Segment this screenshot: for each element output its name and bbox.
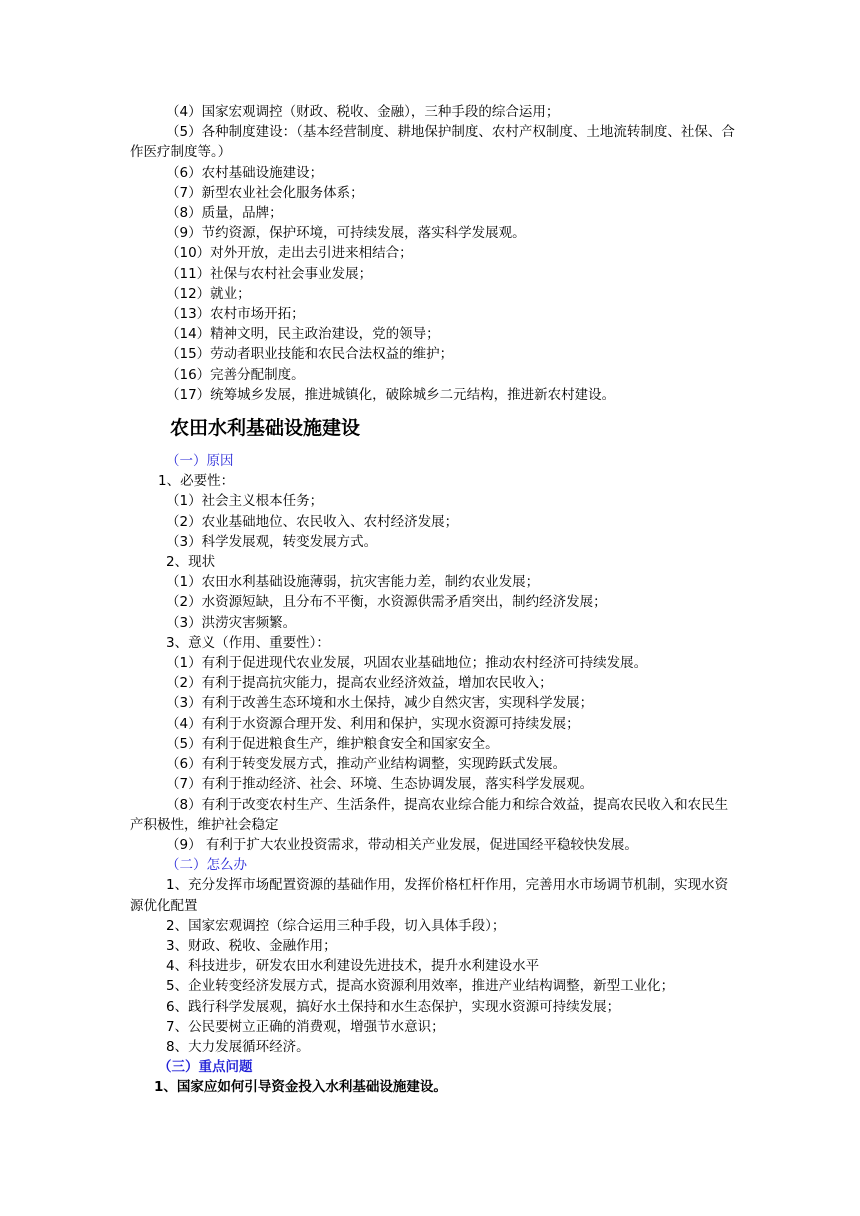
subsection-subtitle: 3、意义（作用、重要性）： <box>166 634 330 651</box>
list-item: （3）洪涝灾害频繁。 <box>166 614 297 631</box>
list-item: （15）劳动者职业技能和农民合法权益的维护； <box>166 346 454 363</box>
document-page <box>130 102 736 1098</box>
list-item: 6、践行科学发展观，搞好水土保持和水生态保护，实现水资源可持续发展； <box>166 998 621 1015</box>
list-item: （8）质量，品牌； <box>166 205 283 222</box>
list-item: （3）有利于改善生态环境和水土保持，减少自然灾害，实现科学发展； <box>166 695 594 712</box>
list-item: （16）完善分配制度。 <box>166 366 305 383</box>
subsection-subtitle: 1、必要性： <box>158 473 235 490</box>
list-item: （1）有利于促进现代农业发展，巩固农业基础地位；推动农村经济可持续发展。 <box>166 655 648 672</box>
solutions-section <box>130 855 736 1057</box>
list-item: 3、财政、税收、金融作用； <box>166 937 337 954</box>
list-item: （2）有利于提高抗灾能力，提高农业经济效益，增加农民收入； <box>166 675 553 692</box>
list-item: （1）农田水利基础设施薄弱，抗灾害能力差，制约农业发展； <box>166 574 540 591</box>
list-item: 5、企业转变经济发展方式，提高水资源利用效率，推进产业结构调整，新型工业化； <box>166 978 675 995</box>
list-item: （5）有利于促进粮食生产，维护粮食安全和国家安全。 <box>166 735 499 752</box>
list-item: （10）对外开放，走出去引进来相结合； <box>166 245 413 262</box>
list-item: （8）有利于改变农村生产、生活条件，提高农业综合能力和综合效益，提高农民收入和农民生产积极性，维护社会稳定 <box>130 796 729 833</box>
subsection-title: （二）怎么办 <box>166 857 247 874</box>
section-heading: 农田水利基础设施建设 <box>170 417 361 440</box>
list-item: 7、公民要树立正确的消费观，增强节水意识； <box>166 1018 445 1035</box>
list-item: （4）国家宏观调控（财政、税收、金融），三种手段的综合运用； <box>166 104 560 120</box>
key-issues-section <box>130 1057 736 1097</box>
list-item: （2）农业基础地位、农民收入、农村经济发展； <box>166 513 459 530</box>
list-item: （2）水资源短缺，且分布不平衡，水资源供需矛盾突出，制约经济发展； <box>166 594 607 611</box>
list-item: （5）各种制度建设：（基本经营制度、耕地保护制度、农村产权制度、土地流转制度、社保、合作医疗制度等。） <box>130 124 735 161</box>
list-item: （4）有利于水资源合理开发、利用和保护，实现水资源可持续发展； <box>166 715 580 732</box>
list-item: （1）社会主义根本任务； <box>166 493 324 510</box>
list-item: 1、充分发挥市场配置资源的基础作用，发挥价格杠杆作用，完善用水市场调节机制，实现水资源优化配置 <box>130 877 729 914</box>
list-item: （9） 有利于扩大农业投资需求，带动相关产业发展，促进国经平稳较快发展。 <box>166 836 638 853</box>
list-item: （3）科学发展观，转变发展方式。 <box>166 533 378 550</box>
list-item: （14）精神文明，民主政治建设，党的领导； <box>166 326 440 343</box>
list-item: （6）有利于转变发展方式，推动产业结构调整，实现跨跃式发展。 <box>166 756 567 773</box>
subsection-subtitle: 2、现状 <box>166 554 216 571</box>
list-item: 8、大力发展循环经济。 <box>166 1038 310 1055</box>
list-item: （13）农村市场开拓； <box>166 306 305 323</box>
list-item: （11）社保与农村社会事业发展； <box>166 265 373 282</box>
subsection-title: （三）重点问题 <box>158 1059 253 1076</box>
list-item: 4、科技进步，研发农田水利建设先进技术，提升水利建设水平 <box>166 958 540 975</box>
list-item: （17）统筹城乡发展，推进城镇化，破除城乡二元结构，推进新农村建设。 <box>166 386 616 403</box>
list-item: （9）节约资源，保护环境，可持续发展，落实科学发展观。 <box>166 225 526 242</box>
list-item: （6）农村基础设施建设； <box>166 164 324 181</box>
list-item: 2、国家宏观调控（综合运用三种手段，切入具体手段）； <box>166 917 506 934</box>
measures-list <box>130 102 736 405</box>
list-item: 1、国家应如何引导资金投入水利基础设施建设。 <box>154 1079 447 1096</box>
list-item: （7）有利于推动经济、社会、环境、生态协调发展，落实科学发展观。 <box>166 776 594 793</box>
list-item: （7）新型农业社会化服务体系； <box>166 184 364 201</box>
subsection-title: （一）原因 <box>166 453 234 470</box>
list-item: （12）就业； <box>166 285 251 302</box>
reasons-section <box>130 451 736 855</box>
